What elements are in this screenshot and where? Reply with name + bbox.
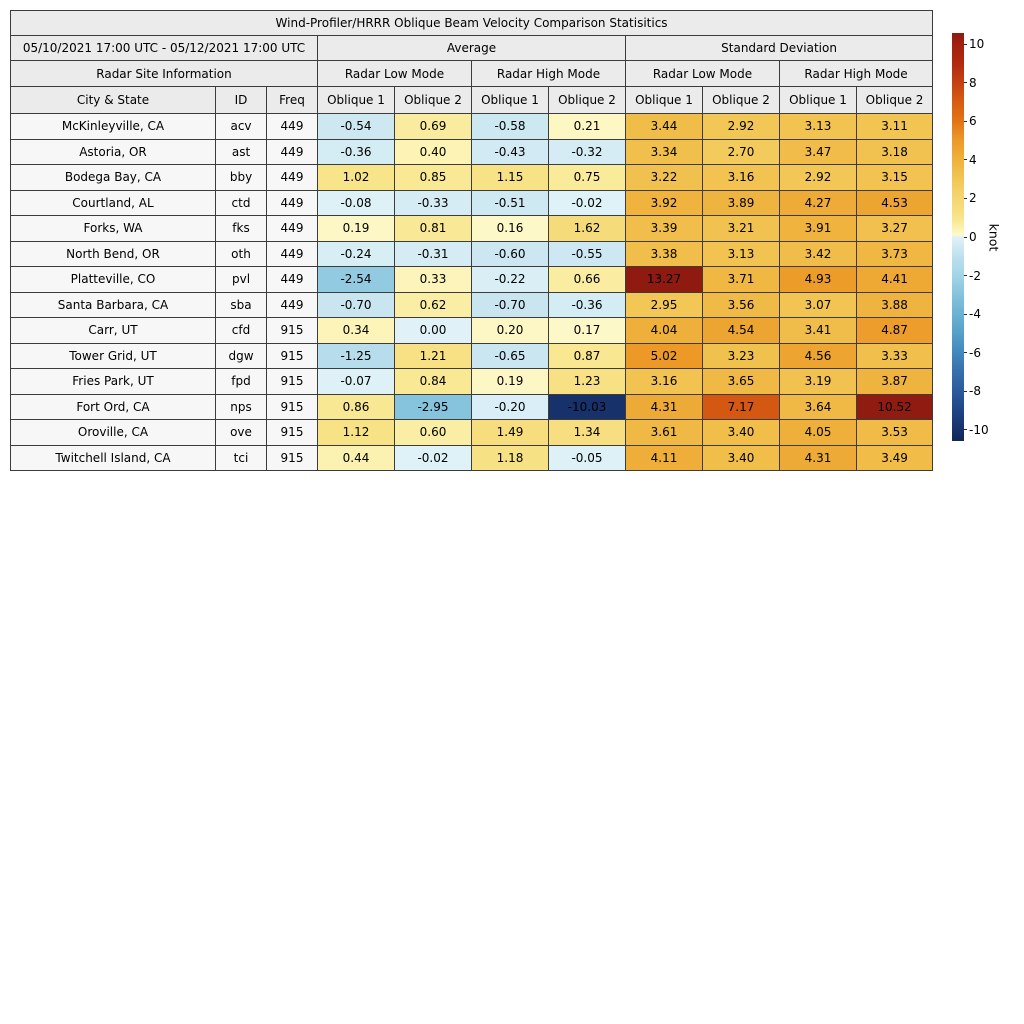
- value-cell: -0.70: [318, 292, 395, 318]
- colorbar-unit-label: knot: [986, 223, 1002, 251]
- value-cell: 3.40: [703, 420, 780, 446]
- value-cell: -0.07: [318, 369, 395, 395]
- site-id-cell: pvl: [216, 267, 267, 293]
- col-header-city: City & State: [11, 87, 216, 114]
- colorbar-tick-mark: [964, 429, 967, 430]
- value-cell: 0.86: [318, 394, 395, 420]
- value-cell: -0.22: [472, 267, 549, 293]
- freq-cell: 915: [267, 343, 318, 369]
- value-cell: 3.47: [780, 139, 857, 165]
- colorbar-tick-label: 2: [969, 191, 977, 206]
- colorbar-tick-mark: [964, 159, 967, 160]
- site-id-cell: fpd: [216, 369, 267, 395]
- site-id-cell: fks: [216, 216, 267, 242]
- colorbar-tick-label: -4: [969, 307, 981, 322]
- value-cell: 10.52: [857, 394, 933, 420]
- colorbar-unit-label-wrap: [986, 33, 1002, 441]
- site-id-cell: ctd: [216, 190, 267, 216]
- value-cell: 0.87: [549, 343, 626, 369]
- value-cell: 3.53: [857, 420, 933, 446]
- city-cell: Fries Park, UT: [11, 369, 216, 395]
- table-row: [11, 394, 933, 420]
- value-cell: -0.02: [395, 445, 472, 471]
- site-id-cell: tci: [216, 445, 267, 471]
- col-header-oblique: Oblique 2: [703, 87, 780, 114]
- value-cell: 3.16: [703, 165, 780, 191]
- city-cell: Carr, UT: [11, 318, 216, 344]
- value-cell: -0.36: [318, 139, 395, 165]
- value-cell: -0.55: [549, 241, 626, 267]
- freq-cell: 915: [267, 369, 318, 395]
- value-cell: 3.11: [857, 114, 933, 140]
- freq-cell: 449: [267, 267, 318, 293]
- value-cell: 3.07: [780, 292, 857, 318]
- freq-cell: 449: [267, 114, 318, 140]
- table-row: [11, 343, 933, 369]
- value-cell: 2.70: [703, 139, 780, 165]
- colorbar-tick-label: -10: [969, 422, 989, 437]
- value-cell: 1.62: [549, 216, 626, 242]
- value-cell: 3.21: [703, 216, 780, 242]
- group-header-row: [11, 36, 933, 61]
- site-info-header: Radar Site Information: [11, 61, 318, 87]
- stddev-group-header: Standard Deviation: [626, 36, 933, 61]
- value-cell: 3.73: [857, 241, 933, 267]
- value-cell: 1.15: [472, 165, 549, 191]
- value-cell: -0.08: [318, 190, 395, 216]
- value-cell: 4.05: [780, 420, 857, 446]
- value-cell: -1.25: [318, 343, 395, 369]
- colorbar-tick-label: -8: [969, 384, 981, 399]
- value-cell: 3.42: [780, 241, 857, 267]
- colorbar-tick-mark: [964, 44, 967, 45]
- colorbar-tick-label: 0: [969, 230, 977, 244]
- value-cell: 0.62: [395, 292, 472, 318]
- value-cell: 3.87: [857, 369, 933, 395]
- site-id-cell: sba: [216, 292, 267, 318]
- value-cell: 0.17: [549, 318, 626, 344]
- value-cell: 3.33: [857, 343, 933, 369]
- city-cell: Twitchell Island, CA: [11, 445, 216, 471]
- value-cell: -0.58: [472, 114, 549, 140]
- table-row: [11, 420, 933, 446]
- value-cell: 2.92: [703, 114, 780, 140]
- value-cell: 0.81: [395, 216, 472, 242]
- table-row: [11, 216, 933, 242]
- site-id-cell: oth: [216, 241, 267, 267]
- value-cell: 0.33: [395, 267, 472, 293]
- col-header-oblique: Oblique 2: [857, 87, 933, 114]
- value-cell: 2.95: [626, 292, 703, 318]
- freq-cell: 915: [267, 318, 318, 344]
- freq-cell: 915: [267, 394, 318, 420]
- freq-cell: 915: [267, 445, 318, 471]
- value-cell: 4.31: [780, 445, 857, 471]
- site-id-cell: acv: [216, 114, 267, 140]
- value-cell: 1.21: [395, 343, 472, 369]
- value-cell: 3.38: [626, 241, 703, 267]
- city-cell: Fort Ord, CA: [11, 394, 216, 420]
- value-cell: 3.61: [626, 420, 703, 446]
- value-cell: -0.33: [395, 190, 472, 216]
- value-cell: -0.54: [318, 114, 395, 140]
- value-cell: 0.00: [395, 318, 472, 344]
- mode-header-std-high: Radar High Mode: [780, 61, 933, 87]
- table-row: [11, 292, 933, 318]
- stats-table: [10, 10, 933, 471]
- value-cell: -0.36: [549, 292, 626, 318]
- value-cell: 7.17: [703, 394, 780, 420]
- city-cell: Tower Grid, UT: [11, 343, 216, 369]
- site-id-cell: ove: [216, 420, 267, 446]
- value-cell: -0.65: [472, 343, 549, 369]
- colorbar-tick-label: 4: [969, 152, 977, 167]
- mode-header-std-low: Radar Low Mode: [626, 61, 780, 87]
- freq-cell: 449: [267, 165, 318, 191]
- value-cell: 0.60: [395, 420, 472, 446]
- value-cell: -0.43: [472, 139, 549, 165]
- col-header-oblique: Oblique 1: [318, 87, 395, 114]
- site-id-cell: cfd: [216, 318, 267, 344]
- colorbar-tick-label: 10: [969, 37, 985, 51]
- value-cell: 0.16: [472, 216, 549, 242]
- value-cell: 0.19: [318, 216, 395, 242]
- table-row: [11, 241, 933, 267]
- city-cell: Oroville, CA: [11, 420, 216, 446]
- value-cell: 4.56: [780, 343, 857, 369]
- freq-cell: 449: [267, 292, 318, 318]
- value-cell: 3.89: [703, 190, 780, 216]
- freq-cell: 449: [267, 139, 318, 165]
- col-header-oblique: Oblique 2: [395, 87, 472, 114]
- value-cell: 4.41: [857, 267, 933, 293]
- col-header-oblique: Oblique 1: [780, 87, 857, 114]
- city-cell: Santa Barbara, CA: [11, 292, 216, 318]
- mode-header-avg-low: Radar Low Mode: [318, 61, 472, 87]
- value-cell: 3.91: [780, 216, 857, 242]
- data-rows: [11, 114, 933, 471]
- value-cell: 0.44: [318, 445, 395, 471]
- col-header-oblique: Oblique 2: [549, 87, 626, 114]
- value-cell: -0.60: [472, 241, 549, 267]
- colorbar-tick-label: 8: [969, 75, 977, 90]
- value-cell: -0.20: [472, 394, 549, 420]
- site-id-cell: dgw: [216, 343, 267, 369]
- value-cell: 3.27: [857, 216, 933, 242]
- value-cell: 13.27: [626, 267, 703, 293]
- colorbar-tick-mark: [964, 352, 967, 353]
- value-cell: 0.85: [395, 165, 472, 191]
- colorbar-tick-mark: [964, 275, 967, 276]
- table-row: [11, 318, 933, 344]
- value-cell: 3.13: [703, 241, 780, 267]
- value-cell: 1.49: [472, 420, 549, 446]
- value-cell: 4.31: [626, 394, 703, 420]
- value-cell: 3.56: [703, 292, 780, 318]
- table-row: [11, 267, 933, 293]
- colorbar-tick-mark: [964, 314, 967, 315]
- value-cell: 4.54: [703, 318, 780, 344]
- table-row: [11, 139, 933, 165]
- value-cell: 0.84: [395, 369, 472, 395]
- value-cell: 1.18: [472, 445, 549, 471]
- value-cell: -0.02: [549, 190, 626, 216]
- value-cell: 0.40: [395, 139, 472, 165]
- colorbar-tick-mark: [964, 121, 967, 122]
- table-row: [11, 445, 933, 471]
- table-row: [11, 190, 933, 216]
- city-cell: Bodega Bay, CA: [11, 165, 216, 191]
- value-cell: -0.70: [472, 292, 549, 318]
- value-cell: 4.04: [626, 318, 703, 344]
- value-cell: -0.51: [472, 190, 549, 216]
- value-cell: 3.71: [703, 267, 780, 293]
- value-cell: 3.16: [626, 369, 703, 395]
- site-id-cell: nps: [216, 394, 267, 420]
- value-cell: 4.93: [780, 267, 857, 293]
- value-cell: 3.41: [780, 318, 857, 344]
- value-cell: 4.87: [857, 318, 933, 344]
- colorbar-tick-mark: [964, 82, 967, 83]
- value-cell: 3.22: [626, 165, 703, 191]
- city-cell: Astoria, OR: [11, 139, 216, 165]
- value-cell: 0.75: [549, 165, 626, 191]
- col-header-oblique: Oblique 1: [472, 87, 549, 114]
- value-cell: 0.69: [395, 114, 472, 140]
- value-cell: 4.53: [857, 190, 933, 216]
- value-cell: 0.66: [549, 267, 626, 293]
- value-cell: 3.39: [626, 216, 703, 242]
- colorbar-tick-mark: [964, 391, 967, 392]
- value-cell: 3.23: [703, 343, 780, 369]
- colorbar-tick-mark: [964, 198, 967, 199]
- value-cell: 3.65: [703, 369, 780, 395]
- mode-header-avg-high: Radar High Mode: [472, 61, 626, 87]
- title-row: [11, 11, 933, 36]
- value-cell: 3.13: [780, 114, 857, 140]
- value-cell: 0.34: [318, 318, 395, 344]
- value-cell: 5.02: [626, 343, 703, 369]
- value-cell: 1.02: [318, 165, 395, 191]
- colorbar-gradient: [952, 33, 964, 441]
- value-cell: 0.21: [549, 114, 626, 140]
- table-title: Wind-Profiler/HRRR Oblique Beam Velocity Comparison Statisitics: [11, 11, 933, 36]
- value-cell: 3.40: [703, 445, 780, 471]
- value-cell: 3.92: [626, 190, 703, 216]
- freq-cell: 449: [267, 216, 318, 242]
- value-cell: 4.11: [626, 445, 703, 471]
- stats-table-wrap: [10, 10, 933, 471]
- site-id-cell: bby: [216, 165, 267, 191]
- value-cell: -0.31: [395, 241, 472, 267]
- value-cell: 0.20: [472, 318, 549, 344]
- colorbar-tick-mark: [964, 237, 967, 238]
- value-cell: 1.12: [318, 420, 395, 446]
- col-header-freq: Freq: [267, 87, 318, 114]
- city-cell: Courtland, AL: [11, 190, 216, 216]
- value-cell: -10.03: [549, 394, 626, 420]
- city-cell: McKinleyville, CA: [11, 114, 216, 140]
- city-cell: Platteville, CO: [11, 267, 216, 293]
- freq-cell: 915: [267, 420, 318, 446]
- value-cell: -2.95: [395, 394, 472, 420]
- value-cell: 3.44: [626, 114, 703, 140]
- value-cell: 3.64: [780, 394, 857, 420]
- site-id-cell: ast: [216, 139, 267, 165]
- date-range-cell: 05/10/2021 17:00 UTC - 05/12/2021 17:00 UTC: [11, 36, 318, 61]
- colorbar: [952, 33, 1002, 441]
- table-row: [11, 114, 933, 140]
- colorbar-tick-label: 6: [969, 114, 977, 129]
- mode-header-row: [11, 61, 933, 87]
- table-row: [11, 369, 933, 395]
- value-cell: 3.15: [857, 165, 933, 191]
- value-cell: 1.23: [549, 369, 626, 395]
- col-header-oblique: Oblique 1: [626, 87, 703, 114]
- col-header-id: ID: [216, 87, 267, 114]
- value-cell: 1.34: [549, 420, 626, 446]
- value-cell: 3.88: [857, 292, 933, 318]
- average-group-header: Average: [318, 36, 626, 61]
- value-cell: -2.54: [318, 267, 395, 293]
- value-cell: 4.27: [780, 190, 857, 216]
- colorbar-tick-label: -6: [969, 345, 981, 360]
- colorbar-tick-label: -2: [969, 268, 981, 283]
- city-cell: North Bend, OR: [11, 241, 216, 267]
- value-cell: 2.92: [780, 165, 857, 191]
- value-cell: 3.34: [626, 139, 703, 165]
- value-cell: 3.49: [857, 445, 933, 471]
- value-cell: -0.05: [549, 445, 626, 471]
- column-header-row: [11, 87, 933, 114]
- value-cell: 3.18: [857, 139, 933, 165]
- value-cell: 3.19: [780, 369, 857, 395]
- value-cell: 0.19: [472, 369, 549, 395]
- freq-cell: 449: [267, 241, 318, 267]
- value-cell: -0.24: [318, 241, 395, 267]
- city-cell: Forks, WA: [11, 216, 216, 242]
- freq-cell: 449: [267, 190, 318, 216]
- table-row: [11, 165, 933, 191]
- value-cell: -0.32: [549, 139, 626, 165]
